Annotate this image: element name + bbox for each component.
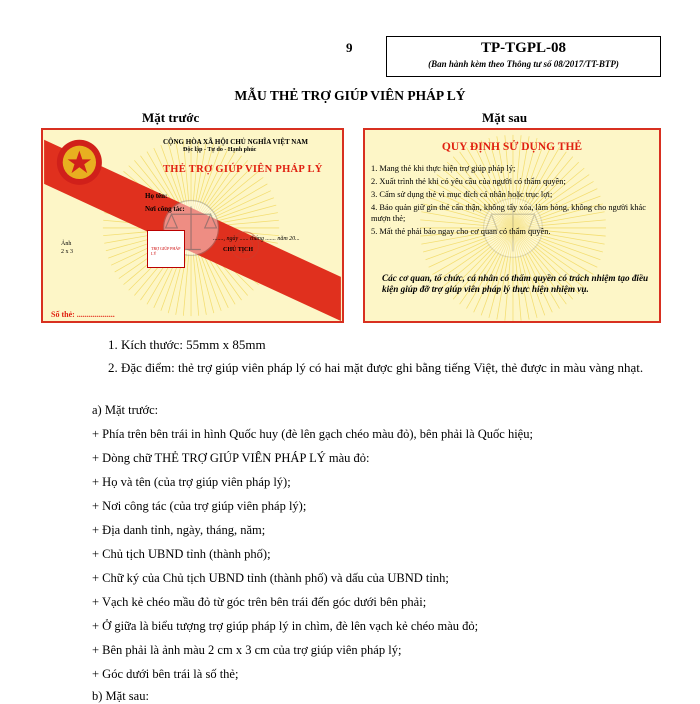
form-code-box xyxy=(386,36,661,77)
front-item: + Chữ ký của Chủ tịch UBND tỉnh (thành phố) và dấu của UBND tỉnh; xyxy=(92,571,449,585)
form-code: TP-TGPL-08 xyxy=(481,40,566,56)
front-item: + Nơi công tác (của trợ giúp viên pháp lý); xyxy=(92,499,307,513)
rule-item: 2. Xuất trình thẻ khi có yêu cầu của người có thẩm quyền; xyxy=(371,177,566,186)
place-date-line: ......., ngày ...... tháng ....... năm 20... xyxy=(213,236,300,242)
front-item: + Phía trên bên trái in hình Quốc huy (đè lên gạch chéo màu đỏ), bên phải là Quốc hiệu; xyxy=(92,427,533,441)
front-card-background xyxy=(43,130,342,321)
front-label: Mặt trước xyxy=(142,110,200,125)
card-number: Số thẻ: ................... xyxy=(51,310,115,319)
front-item: + Góc dưới bên trái là số thẻ; xyxy=(92,667,239,681)
front-card xyxy=(41,128,344,323)
back-label: Mặt sau xyxy=(482,110,528,125)
page-number: 9 xyxy=(346,40,353,55)
feature-spec: 2. Đặc điểm: thẻ trợ giúp viên pháp lý có hai mặt được ghi bằng tiếng Việt, thẻ được in màu vàng nhạt. xyxy=(108,360,644,375)
back-card xyxy=(363,128,661,323)
photo-placeholder xyxy=(147,230,185,268)
back-heading: b) Mặt sau: xyxy=(92,689,149,703)
front-heading: a) Mặt trước: xyxy=(92,403,159,417)
country-name: CỘNG HÒA XÃ HỘI CHỦ NGHĨA VIỆT NAM xyxy=(163,138,309,146)
photo-size-note: Ảnh 2 x 3 xyxy=(61,241,73,255)
issued-note: (Ban hành kèm theo Thông tư số 08/2017/TT-BTP) xyxy=(428,59,619,69)
rule-item: 1. Mang thẻ khi thực hiện trợ giúp pháp lý; xyxy=(371,164,516,173)
name-field-label: Họ tên: xyxy=(145,192,168,200)
size-spec: 1. Kích thước: 55mm x 85mm xyxy=(108,337,266,352)
front-item: + Vạch kẻ chéo mầu đỏ từ góc trên bên trái đến góc dưới bên phải; xyxy=(92,595,427,609)
front-item: + Dòng chữ THẺ TRỢ GIÚP VIÊN PHÁP LÝ màu đỏ: xyxy=(92,451,370,465)
front-item: + Ở giữa là biểu tượng trợ giúp pháp lý in chìm, đè lên vạch kẻ chéo màu đỏ; xyxy=(92,619,479,633)
front-item: + Họ và tên (của trợ giúp viên pháp lý); xyxy=(92,475,291,489)
workplace-field-label: Nơi công tác: xyxy=(145,205,185,213)
photo-caption: TRỢ GIÚP PHÁP LÝ xyxy=(151,246,181,256)
authority-duty-note: Các cơ quan, tổ chức, cá nhân có thẩm quyền có trách nhiệm tạo điều kiện giúp đỡ trợ giúp viên pháp lý thực hiện nhiệm vụ. xyxy=(382,273,649,294)
front-item: + Địa danh tỉnh, ngày, tháng, năm; xyxy=(92,523,266,537)
rule-item: 3. Cấm sử dụng thẻ vì mục đích cá nhân hoặc trục lợi; xyxy=(371,190,553,199)
rule-item: 5. Mất thẻ phải báo ngay cho cơ quan có thẩm quyền. xyxy=(371,227,551,236)
front-item: + Bên phải là ảnh màu 2 cm x 3 cm của trợ giúp viên pháp lý; xyxy=(92,643,402,657)
back-card-title: QUY ĐỊNH SỬ DỤNG THẺ xyxy=(441,141,583,153)
front-card-title: THẺ TRỢ GIÚP VIÊN PHÁP LÝ xyxy=(163,164,323,175)
document-title: MẪU THẺ TRỢ GIÚP VIÊN PHÁP LÝ xyxy=(234,88,466,103)
front-item: + Chủ tịch UBND tỉnh (thành phố); xyxy=(92,547,271,561)
rule-item: 4. Bảo quản giữ gìn thẻ cẩn thận, không tẩy xóa, làm hỏng, không cho người khác mượn thẻ; xyxy=(371,203,646,223)
signer-title: CHỦ TỊCH xyxy=(223,247,254,253)
usage-rules-list xyxy=(371,163,651,239)
country-motto: Độc lập - Tự do - Hạnh phúc xyxy=(183,147,257,153)
